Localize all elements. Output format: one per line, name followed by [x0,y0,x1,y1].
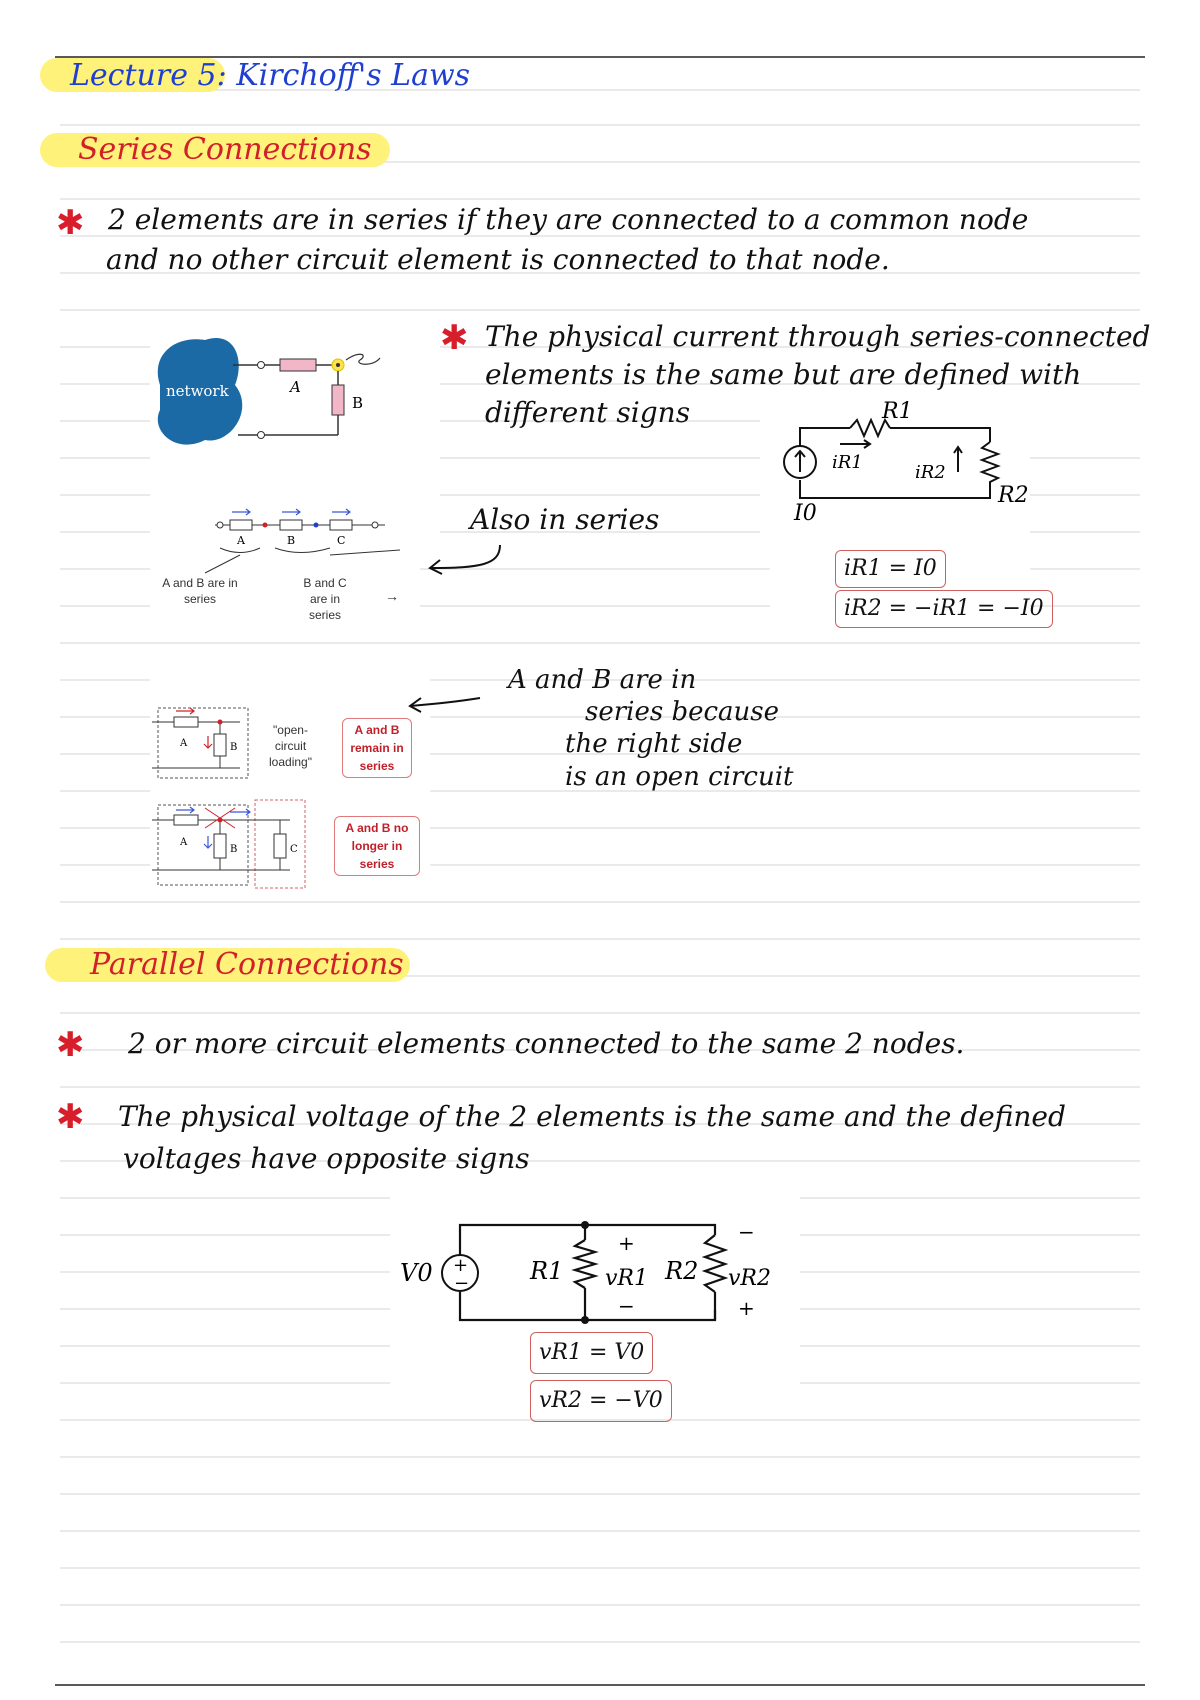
ir2-label: iR2 [915,462,946,483]
chain-label-c: C [337,534,346,547]
figure3-note-line1: A and B are in [508,665,697,695]
r1-label: R1 [882,399,913,424]
eq-ir1: iR1 = I0 [835,550,946,588]
bullet-star-icon: ✱ [56,1097,85,1137]
series-point2-line3: different signs [485,396,691,429]
element-b-label: B [352,394,364,412]
bullet-star-icon: ✱ [440,318,469,358]
element-a-label: A [290,378,301,396]
svg-text:+: + [618,1231,635,1255]
parallel-point1: 2 or more circuit elements connected to the same 2 nodes. [128,1027,965,1060]
source-v0-label: V0 [400,1259,433,1287]
also-in-series-note: Also in series [470,503,660,536]
vr1-label: vR1 [605,1266,648,1291]
ir1-label: iR1 [832,452,863,473]
label-bc-series: B and C are in series [303,576,347,622]
network-series-figure [150,330,400,460]
svg-text:B: B [230,844,238,855]
series-point1-line1: 2 elements are in series if they are connected to a common node [108,203,1029,236]
current-source-circuit-main [760,399,1030,540]
svg-text:A: A [180,837,188,848]
abc-chain-figure [210,500,390,550]
chain-label-a: A [237,534,245,547]
svg-text:−: − [738,1220,755,1244]
brace-lines [190,545,410,575]
r1-parallel-label: R1 [530,1257,564,1285]
figure3-note-line4: is an open circuit [565,762,794,792]
series-point2-line2: elements is the same but are defined with [485,358,1082,391]
svg-text:−: − [454,1273,470,1294]
chain-label-b: B [287,534,296,547]
vr2-label: vR2 [728,1266,771,1291]
series-point1-line2: and no other circuit element is connected to that node. [106,243,890,276]
page-title: Lecture 5: Kirchoff's Laws [70,58,471,93]
parallel-point2-line2: voltages have opposite signs [123,1142,530,1175]
svg-text:A: A [180,738,188,749]
series-heading: Series Connections [78,132,372,167]
figure3-note-line3: the right side [565,729,743,759]
left-arrow-icon [405,690,485,715]
network-label: network [166,382,229,400]
svg-text:B: B [230,742,238,753]
svg-text:−: − [618,1294,635,1318]
eq-vr2: vR2 = −V0 [530,1380,672,1422]
svg-text:+: + [453,1255,469,1276]
bullet-star-icon: ✱ [56,1025,85,1065]
parallel-point2-line1: The physical voltage of the 2 elements is the same and the defined [118,1100,1066,1133]
bullet-star-icon: ✱ [56,203,85,243]
r2-parallel-label: R2 [665,1257,699,1285]
voltage-source-parallel-circuit [390,1215,780,1335]
tag-remain-in-series: A and B remain in series [342,718,412,778]
series-point2-line1: The physical current through series-connected [485,320,1151,353]
parallel-heading: Parallel Connections [90,947,404,982]
element-b [332,385,344,415]
eq-ir2: iR2 = −iR1 = −I0 [835,590,1053,628]
r2-label: R2 [998,483,1029,508]
svg-text:+: + [738,1296,755,1320]
eq-vr1: vR1 = V0 [530,1332,653,1374]
open-circuit-loading-label: "open-circuit loading" [269,723,312,769]
element-a [280,359,316,371]
curved-arrow-icon [420,540,510,580]
source-i0-label: I0 [794,501,817,526]
figure3-note-line2: series because [585,697,780,727]
label-ab-series: A and B are in series [162,576,238,606]
svg-text:C: C [290,844,298,855]
tag-no-longer-in-series: A and B no longer in series [334,816,420,876]
arrow-icon: → [385,588,399,604]
